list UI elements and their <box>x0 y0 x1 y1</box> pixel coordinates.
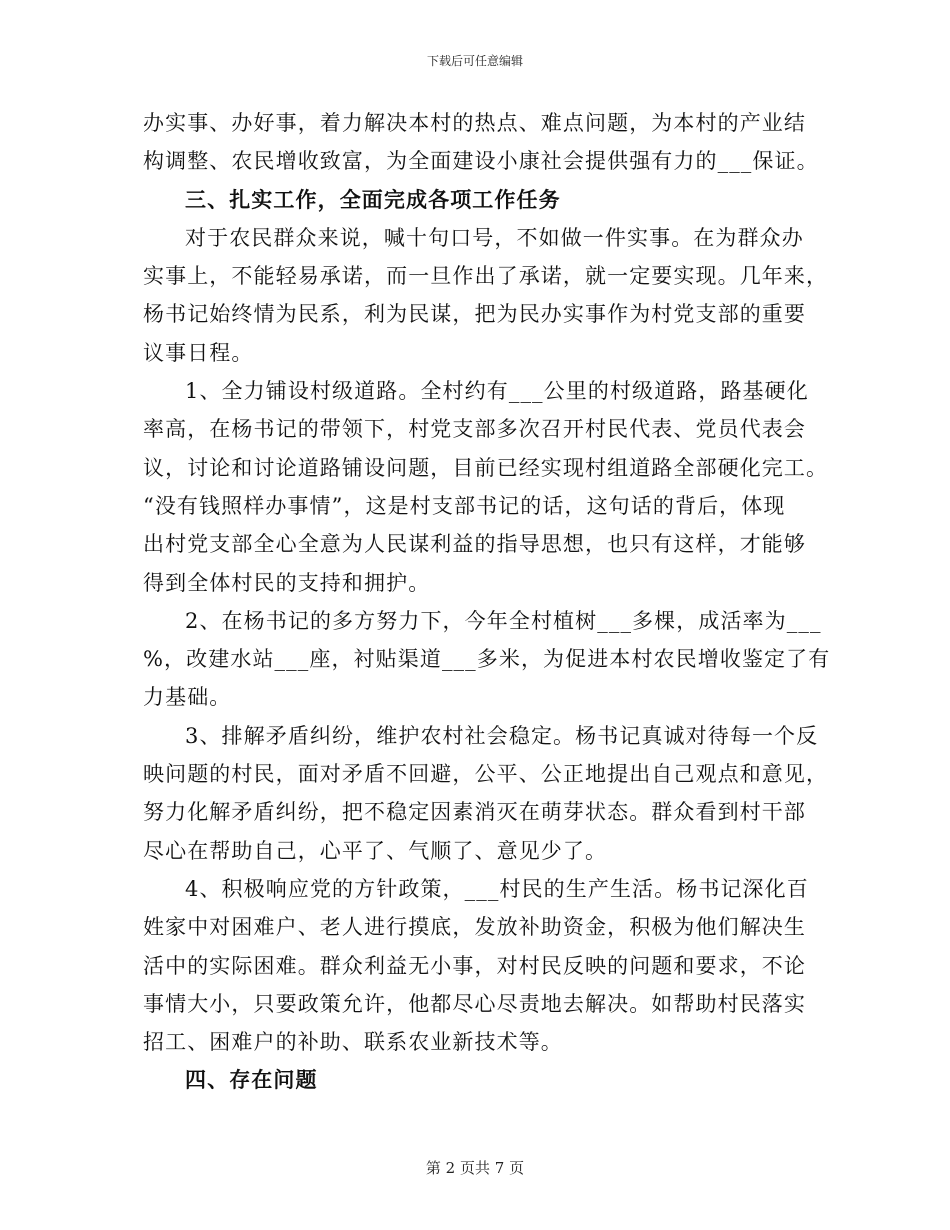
section-heading: 三、扎实工作，全面完成各项工作任务 <box>185 187 561 212</box>
body-line: 杨书记始终情为民系，利为民谋，把为民办实事作为村党支部的重要 <box>143 302 806 327</box>
body-line: 力基础。 <box>143 685 232 710</box>
paragraph-first-line: 2、在杨书记的多方努力下，今年全村植树___多棵，成活率为___ <box>185 608 822 633</box>
body-line: 议，讨论和讨论道路铺设问题，目前已经实现村组道路全部硬化完工。 <box>143 455 829 480</box>
document-body <box>143 104 831 1100</box>
body-line: 事情大小，只要政策允许，他都尽心尽责地去解决。如帮助村民落实 <box>143 991 806 1016</box>
body-line: 构调整、农民增收致富，为全面建设小康社会提供强有力的___保证。 <box>143 149 819 174</box>
body-line: 得到全体村民的支持和拥护。 <box>143 570 431 595</box>
paragraph-first-line: 对于农民群众来说，喊十句口号，不如做一件实事。在为群众办 <box>185 225 804 250</box>
body-line: “没有钱照样办事情”，这是村支部书记的话，这句话的背后，体现 <box>143 493 786 518</box>
body-line: 招工、困难户的补助、联系农业新技术等。 <box>143 1030 563 1055</box>
page-header-note: 下载后可任意编辑 <box>426 54 523 68</box>
body-line: 办实事、办好事，着力解决本村的热点、难点问题，为本村的产业结 <box>143 111 806 135</box>
body-line: 努力化解矛盾纠纷，把不稳定因素消灭在萌芽状态。群众看到村干部 <box>143 800 806 825</box>
body-line: 实事上，不能轻易承诺，而一旦作出了承诺，就一定要实现。几年来， <box>143 264 829 289</box>
body-line: 议事日程。 <box>143 340 254 365</box>
section-heading: 四、存在问题 <box>185 1068 318 1093</box>
body-line: 尽心在帮助自己，心平了、气顺了、意见少了。 <box>143 838 608 863</box>
body-line: %，改建水站___座，衬贴渠道___多米，为促进本村农民增收鉴定了有 <box>143 647 831 672</box>
paragraph-first-line: 4、积极响应党的方针政策，___村民的生产生活。杨书记深化百 <box>185 876 809 901</box>
paragraph-first-line: 1、全力铺设村级道路。全村约有___公里的村级道路，路基硬化 <box>185 379 809 404</box>
page-number-footer: 第 2 页共 7 页 <box>425 1159 525 1177</box>
body-line: 出村党支部全心全意为人民谋利益的指导思想，也只有这样，才能够 <box>143 532 806 557</box>
paragraph-first-line: 3、排解矛盾纠纷，维护农村社会稳定。杨书记真诚对待每一个反 <box>185 723 819 748</box>
body-line: 率高，在杨书记的带领下，村党支部多次召开村民代表、党员代表会 <box>143 417 806 442</box>
body-line: 活中的实际困难。群众利益无小事，对村民反映的问题和要求，不论 <box>143 953 806 978</box>
body-line: 姓家中对困难户、老人进行摸底，发放补助资金，积极为他们解决生 <box>143 915 806 940</box>
body-line: 映问题的村民，面对矛盾不回避，公平、公正地提出自己观点和意见， <box>143 762 829 787</box>
